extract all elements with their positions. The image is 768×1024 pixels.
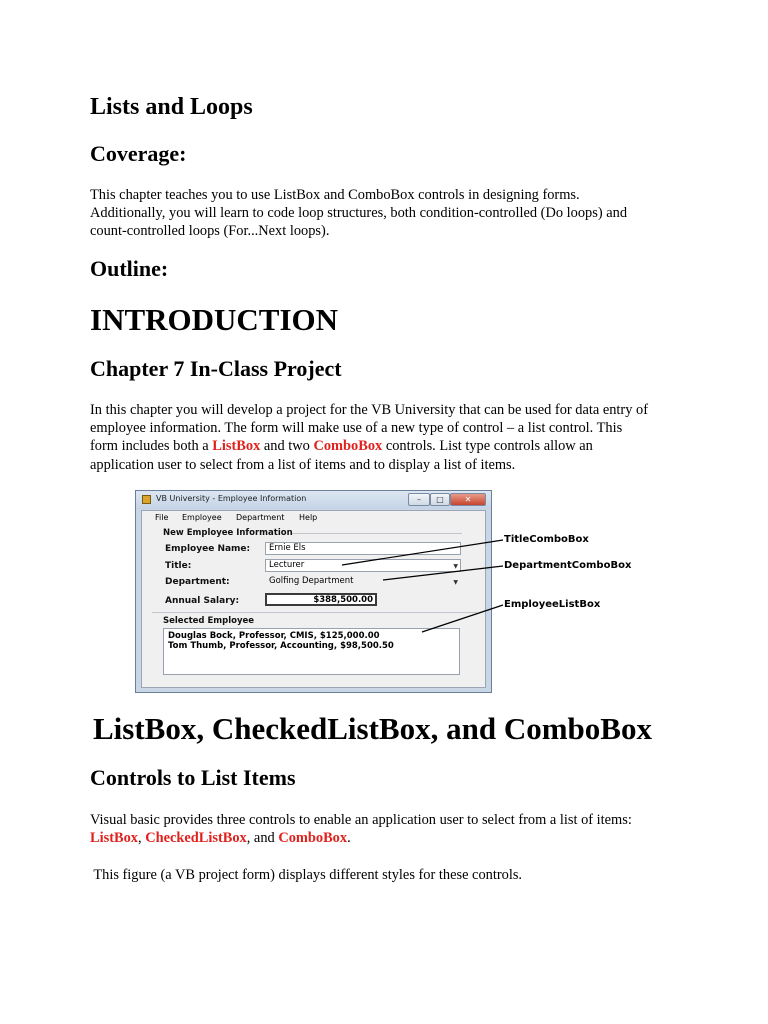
figure-paragraph: This figure (a VB project form) displays different styles for these controls. bbox=[90, 867, 523, 883]
list-item[interactable]: Douglas Bock, Professor, CMIS, $125,000.00 bbox=[168, 631, 380, 641]
term-listbox: ListBox bbox=[212, 438, 261, 455]
heading-controls-to-list-items: Controls to List Items bbox=[90, 765, 296, 790]
heading-chapter-7: Chapter 7 In-Class Project bbox=[90, 356, 342, 381]
project-line-1: In this chapter you will develop a project for the VB University that can be used for data entry of bbox=[90, 402, 649, 418]
heading-introduction: INTRODUCTION bbox=[90, 302, 339, 337]
heading-outline: Outline: bbox=[90, 256, 169, 281]
callout-line-listbox bbox=[422, 605, 503, 632]
chevron-down-icon[interactable]: ▼ bbox=[453, 579, 458, 586]
controls-line-1: Visual basic provides three controls to enable an application user to select from a list of items: bbox=[90, 812, 632, 828]
callout-line-title bbox=[342, 540, 503, 565]
heading-listbox-checkedlistbox-combobox: ListBox, CheckedListBox, and ComboBox bbox=[93, 711, 652, 746]
group-new-employee-label: New Employee Information bbox=[163, 528, 293, 538]
department-combobox-value: Golfing Department bbox=[269, 576, 354, 586]
group-selected-employee-label: Selected Employee bbox=[163, 616, 255, 626]
project-line-4: application user to select from a list of items and to display a list of items. bbox=[90, 456, 516, 473]
minimize-icon[interactable]: – bbox=[408, 493, 430, 506]
maximize-icon[interactable]: □ bbox=[430, 493, 450, 506]
controls-end: . bbox=[347, 830, 351, 847]
term-combobox: ComboBox bbox=[278, 830, 348, 847]
label-department: Department: bbox=[165, 577, 230, 587]
close-icon[interactable]: ✕ bbox=[450, 493, 486, 506]
callout-employee-listbox: EmployeeListBox bbox=[504, 599, 601, 610]
project-line-3c: controls. List type controls allow an bbox=[382, 438, 593, 455]
heading-coverage: Coverage: bbox=[90, 141, 187, 166]
coverage-line-3: count-controlled loops (For...Next loops). bbox=[90, 223, 330, 240]
menu-employee[interactable]: Employee bbox=[182, 513, 222, 522]
heading-lists-and-loops: Lists and Loops bbox=[90, 94, 253, 120]
menu-help[interactable]: Help bbox=[299, 513, 318, 522]
coverage-line-1: This chapter teaches you to use ListBox and ComboBox controls in designing forms. bbox=[90, 187, 580, 203]
controls-sep-1: , bbox=[137, 830, 146, 847]
controls-paragraph bbox=[90, 811, 690, 847]
window-title: VB University - Employee Information bbox=[156, 494, 307, 503]
coverage-line-2: Additionally, you will learn to code loop structures, both condition-controlled (Do loops) and bbox=[90, 205, 628, 222]
menu-file[interactable]: File bbox=[155, 513, 169, 522]
chevron-down-icon[interactable]: ▼ bbox=[453, 563, 458, 570]
annual-salary-input[interactable]: $388,500.00 bbox=[265, 593, 377, 606]
controls-sep-2: , and bbox=[246, 830, 279, 847]
menu-department[interactable]: Department bbox=[236, 513, 285, 522]
callout-department-combobox: DepartmentComboBox bbox=[504, 560, 632, 571]
title-combobox-value: Lecturer bbox=[269, 560, 305, 570]
callout-title-combobox: TitleComboBox bbox=[504, 534, 589, 545]
project-line-3b: and two bbox=[260, 438, 314, 455]
project-line-3a: form includes both a bbox=[90, 438, 213, 455]
project-line-2: employee information. The form will make use of a new type of control – a list control. This bbox=[90, 420, 623, 437]
callout-line-department bbox=[383, 566, 503, 580]
employee-name-input[interactable]: Ernie Els bbox=[265, 542, 461, 555]
label-title: Title: bbox=[165, 561, 192, 571]
label-employee-name: Employee Name: bbox=[165, 544, 251, 554]
term-checkedlistbox: CheckedListBox bbox=[145, 830, 247, 847]
term-listbox: ListBox bbox=[90, 830, 138, 847]
list-item[interactable]: Tom Thumb, Professor, Accounting, $98,500.50 bbox=[168, 641, 394, 651]
label-annual-salary: Annual Salary: bbox=[165, 596, 240, 606]
term-combobox: ComboBox bbox=[313, 438, 383, 455]
